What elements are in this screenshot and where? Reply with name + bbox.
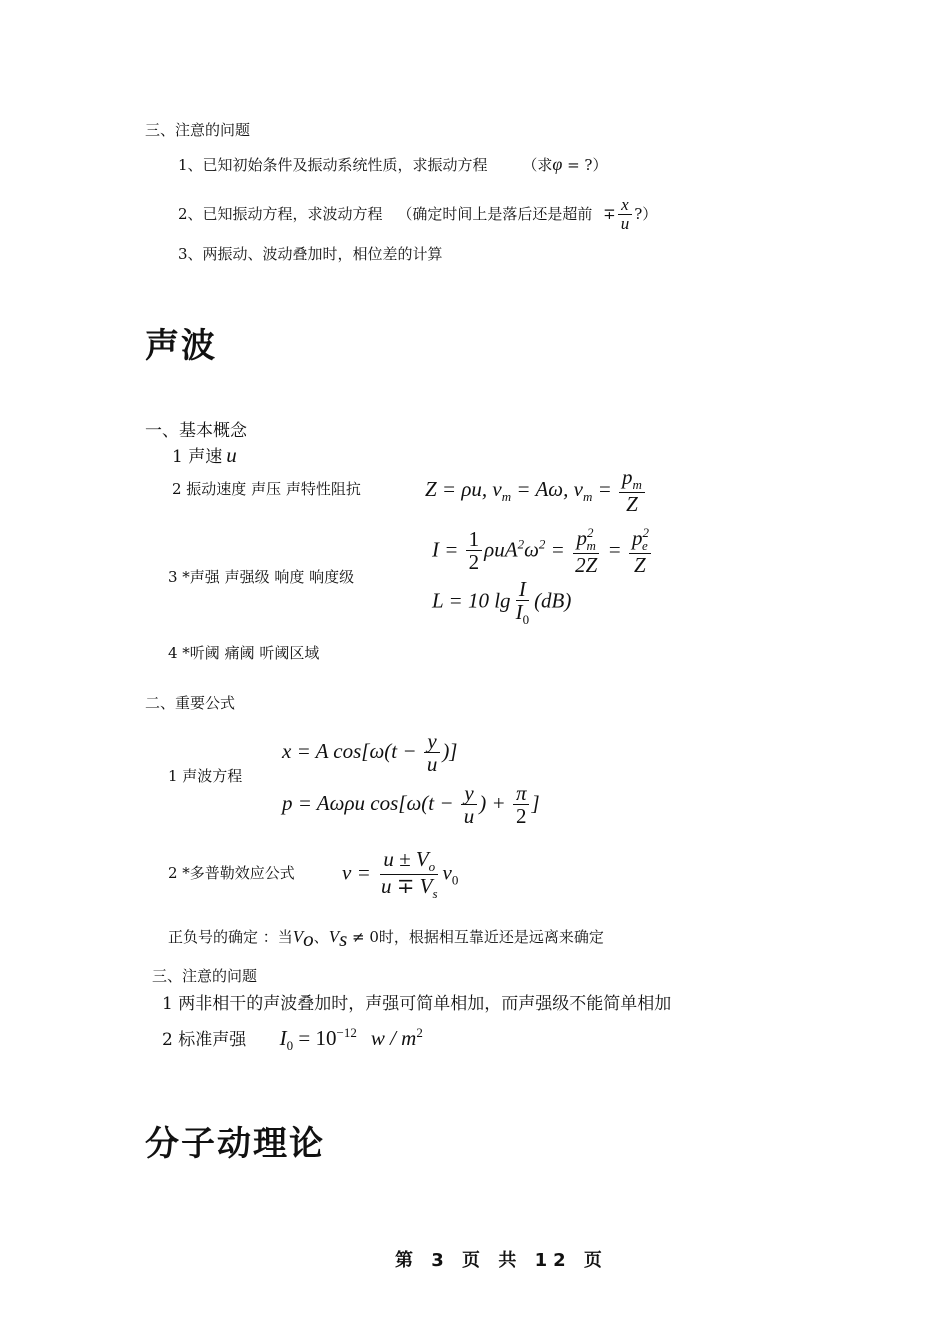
- formula-standard-intensity: $I_0 = 10^{-12}$ w / $m^2$: [279, 1025, 423, 1054]
- note-item-3: 3、两振动、波动叠加时，相位差的计算: [178, 245, 443, 263]
- formula-wave-displacement: x = A cos[ω(t − $\frac{y}{u}$ )]: [282, 729, 458, 777]
- note-item-2-text: 2、已知振动方程，求波动方程: [178, 204, 383, 223]
- section-heading-notes-top: 三、注意的问题: [145, 121, 251, 139]
- fraction-pm-over-z: $\frac{p_m}{Z}$: [619, 466, 645, 516]
- sound-note-2: 2 标准声强 $I_0 = 10^{-12}$ w / $m^2$: [162, 1025, 423, 1054]
- formula-doppler: v = $\frac{u \pm V_o}{u \mp V_s}$ $v_0$: [342, 847, 459, 902]
- fraction-i-over-i0: $\frac{I}{I_0}$: [515, 577, 530, 628]
- sign-rule-text: 正负号的确定 ：当$V_o$、$V_s \ne 0$时，根据相互靠近还是远离来确定: [168, 927, 604, 951]
- fraction-y-over-u-2: $\frac{y}{u}$: [461, 782, 478, 828]
- formula-2-label: 2 *多普勒效应公式: [168, 864, 295, 882]
- formula-wave-pressure: p = Aωρu cos[ω(t − $\frac{y}{u}$ ) + $\frac{\pi}{2}$ ]: [282, 781, 540, 829]
- page-footer: 第 3 页 共 12 页: [395, 1250, 608, 1271]
- concept-2-label: 2 振动速度 声压 声特性阻抗: [172, 480, 361, 498]
- minus-plus-sign: ∓: [603, 204, 616, 223]
- fraction-one-half: $\frac{1}{2}$: [466, 528, 483, 574]
- phi-symbol: φ: [552, 154, 563, 174]
- sound-note-1: 1 两非相干的声波叠加时，声强可简单相加，而声强级不能简单相加: [162, 994, 672, 1014]
- basic-concepts-heading: 一、基本概念: [145, 421, 247, 441]
- fraction-doppler: $\frac{u \pm V_o}{u \mp V_s}$: [381, 847, 438, 902]
- heading-sound-waves: 声波: [145, 326, 217, 366]
- note-item-1-hint: （求φ = ?）: [522, 154, 608, 174]
- fraction-y-over-u-1: $\frac{y}{u}$: [424, 730, 441, 776]
- formula-1-label: 1 声波方程: [168, 767, 243, 785]
- formula-intensity-level: L = 10 lg $\frac{I}{I_0}$ (dB): [432, 577, 572, 628]
- concept-1-speed: 1 声速 u: [172, 443, 237, 467]
- formula-intensity: I = $\frac{1}{2}$ $\rho uA^2\omega^2$ = $\frac{p^2_m}{2Z}$ = $\frac{p^2_e}{Z}$: [432, 525, 649, 577]
- concept-3-label: 3 *声强 声强级 响度 响度级: [168, 568, 355, 586]
- note-item-2: 2、已知振动方程，求波动方程 （确定时间上是落后还是超前 ∓ $\frac{x}{u}$ ?）: [178, 195, 658, 233]
- note-item-1: [178, 154, 607, 175]
- heading-kinetic-theory: 分子动理论: [145, 1124, 325, 1164]
- important-formulas-heading: 二、重要公式: [145, 694, 236, 712]
- formula-impedance: Z = ρu, $v_m = A\omega$, $v_m$ = $\frac{p_m}{Z}$: [425, 466, 647, 516]
- sound-notes-heading: 三、注意的问题: [152, 967, 258, 985]
- fraction-x-over-u: $\frac{x}{u}$: [618, 196, 633, 234]
- concept-4-label: 4 *听阈 痛阈 听阈区域: [168, 644, 320, 662]
- note-item-2-hint: （确定时间上是落后还是超前: [397, 204, 593, 223]
- fraction-pm2-over-2z: $\frac{p^2_m}{2Z}$: [575, 525, 598, 577]
- note-item-1-text: 1、已知初始条件及振动系统性质，求振动方程: [178, 156, 488, 174]
- fraction-pe2-over-z: $\frac{p^2_e}{Z}$: [629, 526, 651, 577]
- fraction-pi-over-2: $\frac{\pi}{2}$: [513, 782, 530, 828]
